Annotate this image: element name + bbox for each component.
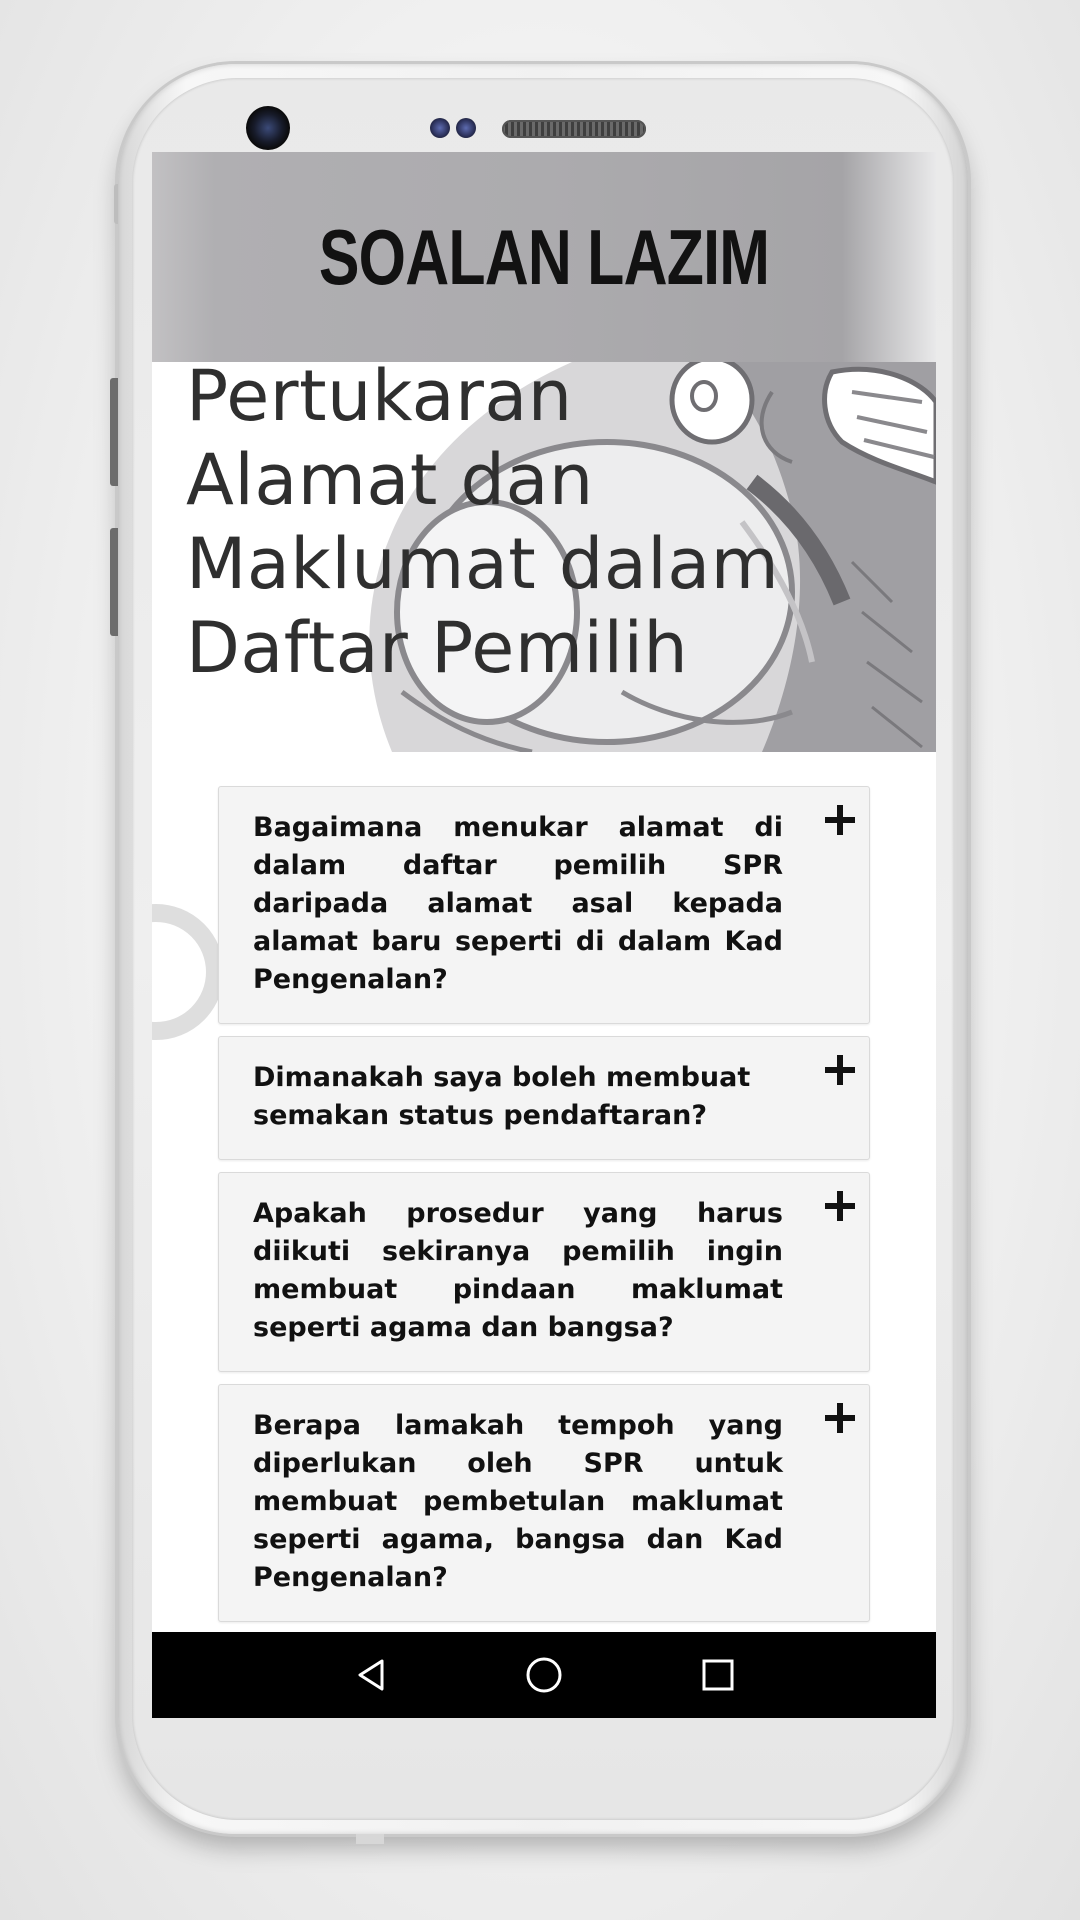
faq-question: Bagaimana menukar alamat di dalam daftar pemilih SPR daripada alamat asal kepada alamat baru seperti di dalam Kad Pengenalan? bbox=[253, 812, 783, 995]
volume-up-button bbox=[110, 378, 118, 486]
sensor-right bbox=[456, 118, 476, 138]
android-navigation-bar bbox=[152, 1632, 936, 1718]
plus-icon[interactable] bbox=[825, 805, 855, 835]
faq-question: Apakah prosedur yang harus diikuti sekiranya pemilih ingin membuat pindaan maklumat seperti agama dan bangsa? bbox=[253, 1198, 783, 1343]
faq-item-3[interactable] bbox=[218, 1172, 870, 1372]
plus-icon[interactable] bbox=[825, 1055, 855, 1085]
hero-title-line: Maklumat dalam bbox=[186, 523, 780, 605]
hero-section bbox=[152, 362, 936, 752]
faq-question: Dimanakah saya boleh membuat semakan status pendaftaran? bbox=[253, 1062, 751, 1131]
plus-icon[interactable] bbox=[825, 1191, 855, 1221]
sensor-left bbox=[430, 118, 450, 138]
faq-list bbox=[218, 786, 872, 1634]
ring-decoration bbox=[152, 904, 224, 1040]
hero-title bbox=[186, 362, 906, 690]
faq-question: Berapa lamakah tempoh yang diperlukan oleh SPR untuk membuat pembetulan maklumat seperti agama, bangsa dan Kad Pengenalan? bbox=[253, 1410, 783, 1593]
faq-item-2[interactable] bbox=[218, 1036, 870, 1160]
plus-icon[interactable] bbox=[825, 1403, 855, 1433]
faq-item-1[interactable] bbox=[218, 786, 870, 1024]
volume-down-button bbox=[110, 528, 118, 636]
hero-title-line: Alamat dan bbox=[186, 439, 594, 521]
phone-bottom-notch bbox=[356, 1834, 384, 1844]
header-banner bbox=[152, 152, 936, 363]
hero-title-line: Pertukaran bbox=[186, 362, 573, 437]
faq-item-4[interactable] bbox=[218, 1384, 870, 1622]
front-camera bbox=[246, 106, 290, 150]
app-screen bbox=[152, 152, 936, 1718]
recent-square-icon[interactable] bbox=[698, 1655, 738, 1695]
earpiece-speaker bbox=[502, 120, 646, 138]
home-circle-icon[interactable] bbox=[524, 1655, 564, 1695]
hero-title-line: Daftar Pemilih bbox=[186, 607, 689, 689]
page-title: SOALAN LAZIM bbox=[318, 213, 770, 301]
back-triangle-icon[interactable] bbox=[352, 1655, 392, 1695]
phone-side-notch bbox=[114, 184, 118, 224]
